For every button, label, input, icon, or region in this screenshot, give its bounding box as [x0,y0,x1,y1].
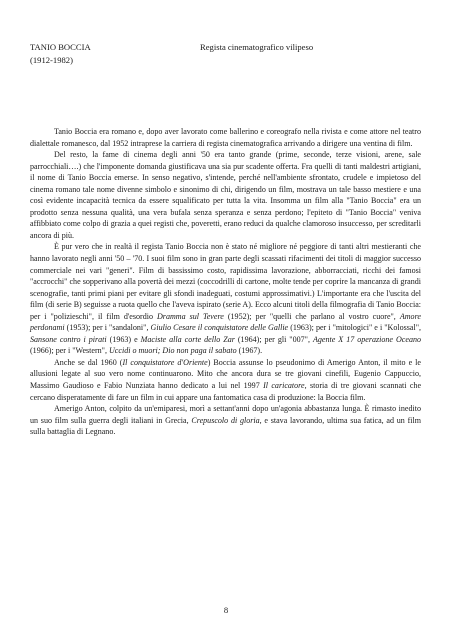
film-title: Uccidi o muori; Dio non paga il sabato [109,346,237,356]
film-title: Il conquistatore d'Oriente [122,357,208,367]
text-run: (1963) e [106,334,141,344]
body-text [30,126,421,438]
text-run: (1966); per i "Western", [30,346,109,356]
paragraph [30,241,421,356]
text-run: È pur vero che in realtà il regista Tanio Boccia non è stato né migliore né peggiore di tanti altri mestieranti che hanno lavorato negli anni '50 – '70. I suoi film sono in gran parte degli scassati rifacimenti dei titoli di maggior successo commerciale nei vari "generi". Film di bassissimo costo, rapidissima lavorazione, abborracciati, ricchi dei famosi "accrocchi" che sopperivano alla povertà dei mezzi (coccodrilli di cartone, molte tende per coprire la mancanza di grandi scenografie, tanti primi piani per evitare gli sfondi inadeguati, costumi approssimativi.) L'importante era che l'uscita del film (di serie B) seguisse a ruota quello che l'aveva ispirato (serie A). Ecco alcuni titoli della filmografia di Tanio Boccia: per i "polizieschi", il film d'esordio [30,242,421,321]
text-run: Del resto, la fame di cinema degli anni '50 era tanto grande (prime, seconde, terze visioni, arene, sale parrocchiali….) che l'imponente domanda giustificava una sia pur scadente offerta. Fra quelli di tanti maldestri artigiani, il nome di Tanio Boccia emerse. In senso negativo, s'intende, perché nell'ambiente sfrontato, crudele e impietoso del cinema romano tale nome divenne simbolo e sinonimo di chi, dirigendo un film, mostrava un tale basso mestiere e una così evidente incapacità tecnica da essere squalificato per tutta la vita. Insomma un film alla "Tanio Boccia" era un prodotto senza nessuna qualità, una vera bufala senza speranza e senza perdono; l'epiteto di "Tanio Boccia" veniva affibbiato come colpo di grazia a quei registi che, poveretti, erano reduci da qualche clamoroso insuccesso, per screditarli ancora di più. [30,150,421,240]
film-title: Crepuscolo di gloria [191,415,260,425]
text-run: ) Boccia assunse lo pseudonimo di Amerigo Anton, il mito e le allusioni legate al suo vero nome continuarono. Mito che ancora dura se tre giovani cinefili, Eugenio Cappuccio, Massimo Gaudioso e Fabio Nunziata hanno dedicato a lui nel 1997 [30,357,421,391]
paragraph [30,126,421,149]
paragraph [30,403,421,438]
text-run: (1967). [236,346,263,356]
text-run: (1953); per i "sandaloni", [64,323,151,333]
paragraph [30,357,421,403]
text-run: Tanio Boccia era romano e, dopo aver lavorato come ballerino e coreografo nella rivista e come attore nel teatro dialettale romanesco, dal 1952 intraprese la carriera di regista cinematografica arrivando a dirigere una ventina di film. [30,127,421,148]
author-name: TANIO BOCCIA [30,42,91,52]
film-title: Agente X 17 operazione Oceano [312,334,422,344]
text-run: (1952); per "quelli che parlano al vostro cuore", [223,311,400,321]
film-title: Maciste alla corte dello Zar [140,334,235,344]
text-run: (1964); per gli "007", [234,334,313,344]
film-title: Amore perdonami [30,311,421,333]
film-title: Il caricatore [263,381,305,391]
text-run: , storia di tre giovani scannati che cercano disperatamente di fare un film in cui appare una fantomatica casa di produzione: la Boccia film. [30,381,422,402]
author-years: (1912-1982) [30,55,73,65]
author-subtitle: Regista cinematografico vilipeso [200,42,314,52]
text-run: Anche se dal 1960 ( [54,357,123,367]
text-run: Amerigo Anton, colpito da un'emiparesi, morì a settant'anni dopo un'agonia abbastanza lunga. È rimasto inedito un suo film sulla guerra degli italiani in Grecia, [30,404,421,425]
film-title: Giulio Cesare il conquistatore delle Gallie [150,323,289,333]
paragraph [30,149,421,241]
film-title: Sansone contro i pirati [30,334,107,344]
page-number: 8 [223,605,229,615]
text-run: (1963); per i "mitologici" e i "Kolossal", [288,323,421,333]
film-title: Dramma sul Tevere [157,311,224,321]
text-run: , e stava lavorando, ultima sua fatica, ad un film sulla battaglia di Legnano. [30,415,421,437]
